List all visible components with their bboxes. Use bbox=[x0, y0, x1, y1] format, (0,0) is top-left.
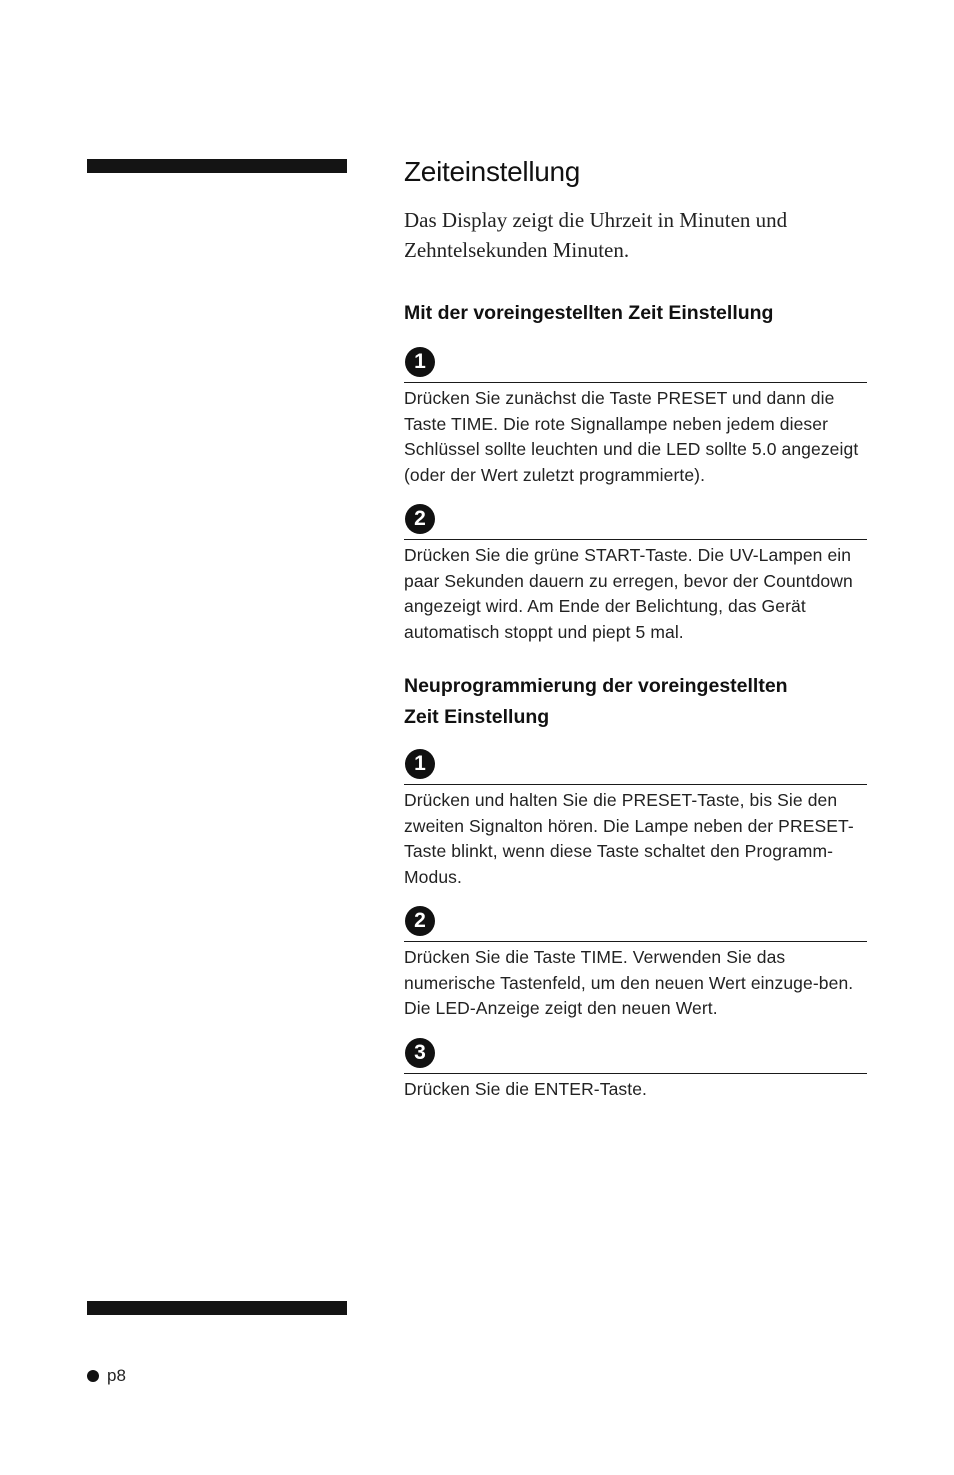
step-text: Drücken und halten Sie die PRESET-Taste, bis Sie den zweiten Signalton hören. Die Lampe neben der PRESET-Taste blinkt, wenn diese Taste schaltet den Programm-Modus. bbox=[404, 790, 854, 887]
step-number-badge: 3 bbox=[405, 1038, 435, 1068]
section-heading-line2: Zeit Einstellung bbox=[404, 706, 550, 728]
step-reprogram-3 bbox=[404, 1038, 867, 1103]
section-heading-line1: Neuprogrammierung der voreingestellten bbox=[404, 675, 788, 697]
step-divider bbox=[404, 941, 867, 942]
step-divider bbox=[404, 539, 867, 540]
step-text: Drücken Sie die ENTER-Taste. bbox=[404, 1078, 648, 1099]
section-heading-reprogramming bbox=[404, 671, 867, 733]
step-text: Drücken Sie die Taste TIME. Verwenden Sie das numerische Tastenfeld, um den neuen Wert einzuge-ben. Die LED-Anzeige zeigt den neuen Wert. bbox=[404, 947, 854, 1018]
step-divider bbox=[404, 1073, 867, 1074]
step-preset-1 bbox=[404, 347, 867, 488]
step-number-badge: 2 bbox=[405, 504, 435, 534]
step-number-badge: 1 bbox=[405, 749, 435, 779]
step-preset-2 bbox=[404, 504, 867, 645]
step-reprogram-2 bbox=[404, 906, 867, 1022]
step-divider bbox=[404, 784, 867, 785]
decorative-bar-top bbox=[87, 159, 347, 173]
main-content bbox=[404, 152, 867, 1102]
step-number-badge: 2 bbox=[405, 906, 435, 936]
decorative-bar-bottom bbox=[87, 1301, 347, 1315]
step-text: Drücken Sie die grüne START-Taste. Die UV-Lampen ein paar Sekunden dauern zu erregen, bevor der Countdown angezeigt wird. Am Ende der Belichtung, das Gerät automatisch stoppt und piept 5 mal. bbox=[404, 545, 853, 642]
step-text: Drücken Sie zunächst die Taste PRESET und dann die Taste TIME. Die rote Signallampe neben jedem dieser Schlüssel sollte leuchten und die LED sollte 5.0 angezeigt (oder der Wert zuletzt programmierte). bbox=[404, 388, 859, 485]
step-divider bbox=[404, 382, 867, 383]
bullet-dot-icon bbox=[87, 1370, 99, 1382]
page-title: Zeiteinstellung bbox=[404, 156, 581, 187]
intro-paragraph: Das Display zeigt die Uhrzeit in Minuten und Zehntelsekunden Minuten. bbox=[404, 208, 788, 262]
step-reprogram-1 bbox=[404, 749, 867, 890]
step-number-badge: 1 bbox=[405, 347, 435, 377]
section-heading-preset-time: Mit der voreingestellten Zeit Einstellung bbox=[404, 302, 774, 324]
page-number: p8 bbox=[107, 1366, 126, 1385]
page-footer bbox=[87, 1366, 126, 1386]
